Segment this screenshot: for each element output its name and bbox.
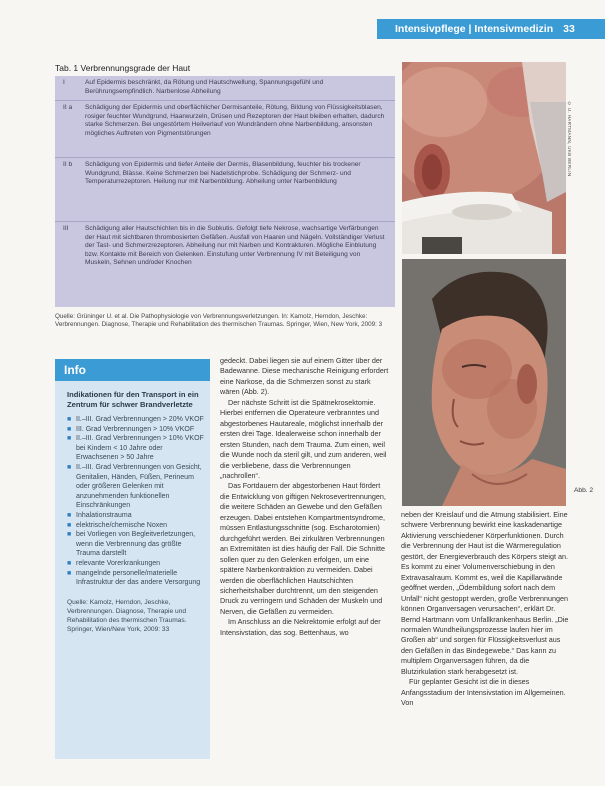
table-row	[55, 221, 395, 307]
table-text-cell: Schädigung der Epidermis und oberflächlicher Dermisanteile, Rötung, Bildung von Flüssigkeitsblasen, rosiger feuchter Wundgrund, Haarwurzeln, Drüsen und Rezeptoren der Haut bleiben erhalten, dadurch starke Schmerzen. Bei ungestörtem Heilverlauf von Wundrändern ohne Narbenbildung, ansonsten mögliches Auftreten von Pigmentstörungen	[85, 104, 385, 137]
paragraph: Das Fortdauern der abgestorbenen Haut fördert die Entwicklung von giftigen Nekrosevertrennungen, die weitere Schäden an Gewebe und den Gefäßen erzeugen. Dabei entstehen Kompartmentsyndrome, müssen Entlastungsschnitte (sog. Escharotomien) durchgeführt werden. Bei zirkulären Verbrennungen an Extremitäten ist dies häufig der Fall. Die Schnitte sollen quer zu den Gelenken erfolgen, um eine spätere Narbenkontraktion zu vermeiden. Dabei werden die oberflächlichen Hautschichten sicherheitshalber durchtrennt, um den steigenden Druck zu verringern und Schäden der Muskeln und Nerven, die Gefäßen zu vermeiden.	[220, 481, 386, 616]
table-row	[55, 76, 395, 100]
burned-face-illustration	[402, 259, 566, 506]
burn-degree-table	[55, 76, 395, 307]
table-title: Tab. 1 Verbrennungsgrade der Haut	[55, 63, 191, 73]
table-text-cell: Schädigung von Epidermis und tiefer Anteile der Dermis, Blasenbildung, feuchter bis trockener Wundgrund, Blässe. Keine Schmerzen bei Nadelstichprobe. Schädigung der Schmerz- und Temperaturrezeptoren. Heilung nur mit Narbenbildung. Abheilung unter Narbenbildung	[85, 161, 361, 186]
bullet-icon: ■	[67, 531, 72, 539]
body-column-right	[401, 510, 571, 709]
info-box	[55, 359, 210, 759]
bullet-icon: ■	[67, 511, 72, 519]
list-item: ■ II.–III. Grad Verbrennungen > 20% VKOF	[67, 416, 204, 423]
info-box-title: Indikationen für den Transport in ein Zentrum für schwer Brandverletzte	[67, 390, 199, 409]
paragraph: Im Anschluss an die Nekrektomie erfolgt auf der Intensivstation, das sog. Bettenhaus, wo	[220, 617, 381, 637]
table-degree-cell: II b	[63, 161, 73, 168]
list-item: ■ elektrische/chemische Noxen	[67, 521, 168, 529]
section-title: Intensivpflege | Intensivmedizin	[395, 23, 554, 35]
bullet-icon: ■	[67, 463, 72, 471]
bullet-icon: ■	[67, 416, 72, 423]
paragraph: neben der Kreislauf und die Atmung stabilisiert. Eine schwere Verbrennung bewirkt eine kaskadenartige Aktivierung verschiedener Körperfunktionen. Durch die Verbrennung der Haut ist die Wärmeregulation gestört, der Energieverbrauch des Körpers steigt an. Es kommt zu einer Volumenverschiebung in den Extravasalraum. Kommt es, weil die Kapillarwände geöffnet werden, „Ödembildung sofort nach dem Unfall“ nicht gestoppt werden, große Verbrennungen können Organversagen verursachen“, erklärt Dr. Bernd Hartmann vom Unfallkrankenhaus Berlin. „Die normalen Wundheilungsprozesse laufen hier im Großen ab“ und sorgen für Flüssigkeitsverlust aus den Gefäßen in das Bindegewebe.“ Das kann zu multiplem Organversagen führen, da die Blutzirkulation stark herabgesetzt ist.	[401, 510, 569, 676]
list-item: ■ III. Grad Verbrennungen > 10% VKOF	[67, 425, 195, 433]
list-item: ■ Inhalationstrauma	[67, 511, 132, 519]
list-item: ■ II.–III. Grad Verbrennungen von Gesicht, Genitalien, Händen, Füßen, Perineum oder größeren Gelenken mit anzunehmenden funktionellen Einschränkungen	[67, 463, 202, 510]
table-text-cell: Auf Epidermis beschränkt, da Rötung und Hautschwellung, Spannungsgefühl und Berührungsempfindlich. Narbenlose Abheilung	[85, 79, 324, 95]
info-box-source: Quelle: Kamolz, Herndon, Jeschke, Verbrennungen. Diagnose, Therapie und Rehabilitation des thermischen Traumas. Springer, Wien/New York, 2009: 33	[67, 598, 187, 633]
paragraph: gedeckt. Dabei liegen sie auf einem Gitter über der Badewanne. Diese mechanische Reinigung erfordert eine Narkose, da die Schmerzen sonst zu stark wären (Abb. 2).	[220, 356, 389, 397]
photo-burned-face	[402, 259, 566, 506]
list-item: ■ II.–III. Grad Verbrennungen > 10% VKOF bei Kindern < 10 Jahre oder Erwachsenen > 50 Jahre	[67, 435, 204, 462]
list-item: ■ bei Vorliegen von Begleitverletzungen, wenn die Verbrennung das größte Trauma darstellt	[67, 531, 196, 558]
bullet-icon: ■	[67, 521, 72, 529]
section-header-tab	[377, 19, 605, 39]
bullet-icon: ■	[67, 435, 72, 443]
list-item: ■ mangelnde personelle/materielle Infrastruktur der das andere Versorgung	[67, 569, 201, 587]
table-row	[55, 157, 395, 221]
bullet-icon: ■	[67, 569, 72, 577]
page-number: 33	[563, 23, 575, 35]
figure-label: Abb. 2	[574, 487, 594, 494]
photo-burned-ear	[402, 62, 566, 254]
table-text-cell: Schädigung aller Hautschichten bis in die Subkutis. Gefolgt tiefe Nekrose, wachsartige Verfärbungen der Haut mit sichtbaren thrombosierten Gefäßen. Ausfall von Haaren und Nägeln. Vollständiger Verlust der Tast- und Schmerzrezeptoren. Abheilung nur mit Narben und Kontrakturen. Mögliche Einblutung bzw. Kontakte mit Bereich von Gelenken. Einstufung unter Verbrennung IV mit Beteiligung von Muskeln, Sehnen und/oder Knochen	[85, 225, 385, 267]
table-source: Quelle: Grüninger U. et al. Die Pathophysiologie von Verbrennungsverletzungen. In: Kamolz, Herndon, Jeschke: Verbrennungen. Diagnose, Therapie und Rehabilitation des thermischen Traumas. Springer, Wien, New York, 2009: 3	[55, 313, 383, 329]
info-list	[67, 415, 204, 588]
bullet-icon: ■	[67, 425, 72, 433]
table-row	[55, 100, 395, 157]
bullet-icon: ■	[67, 559, 72, 567]
paragraph: Für geplanter Gesicht ist die in dieses Anfangsstadium der Intensivstation im Allgemeinen. Von	[401, 677, 566, 708]
info-box-header: Info	[55, 359, 210, 381]
list-item: ■ relevante Vorerkrankungen	[67, 559, 161, 567]
table-degree-cell: III	[63, 225, 69, 232]
table-degree-cell: II a	[63, 104, 73, 111]
photo-credit: © U. HARTMANN, UKB BERLIN	[567, 101, 572, 177]
body-column-middle	[220, 356, 390, 638]
paragraph: Der nächste Schritt ist die Spätnekrosektomie. Hierbei entfernen die Operateure verbranntes und abgestorbenes Hautareale, möglichst innerhalb der ersten drei Tage. Idealerweise schon innerhalb der ersten Stunden, nach dem Trauma. Zum einen, weil die Wunde noch da steril gilt, und zum anderen, weil die verbliebene, dass die Verbrennungen „nachrollen“.	[220, 397, 387, 480]
table-degree-cell: I	[63, 79, 65, 86]
burned-ear-illustration	[402, 62, 566, 254]
